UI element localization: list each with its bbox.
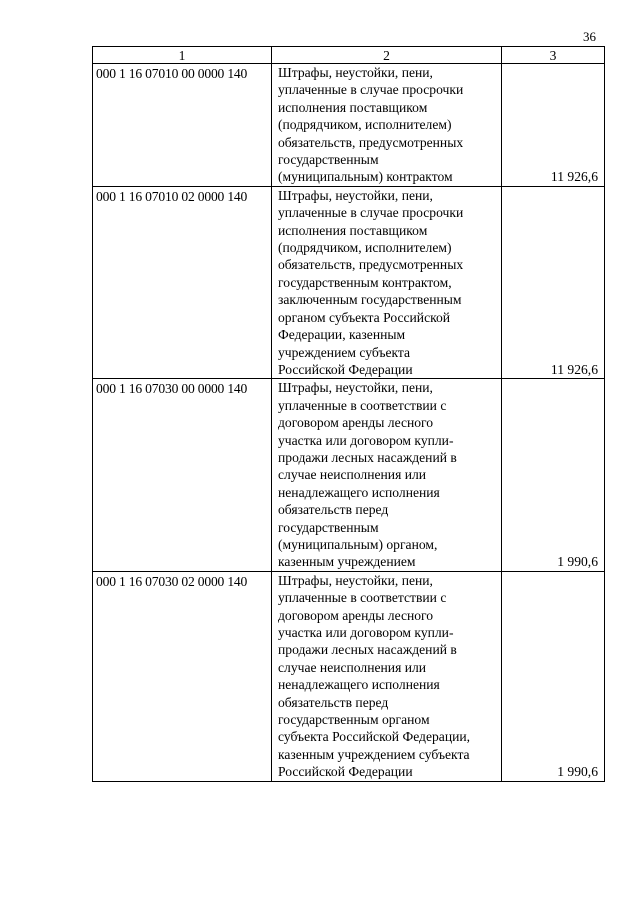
revenue-name-line: государственным <box>278 152 379 168</box>
budget-code-cell: 000 1 16 07030 00 0000 140 <box>93 379 272 571</box>
revenue-name-line: уплаченные в случае просрочки <box>278 205 464 221</box>
budget-code-cell: 000 1 16 07010 02 0000 140 <box>93 186 272 378</box>
revenue-name-line: исполнения поставщиком <box>278 99 428 115</box>
revenue-name-line: обязательств перед <box>278 694 389 710</box>
revenue-name-cell <box>272 571 502 781</box>
column-header-name: 2 <box>272 47 502 64</box>
revenue-name-line: продажи лесных насаждений в <box>278 642 457 658</box>
revenue-name-line: уплаченные в соответствии с <box>278 397 447 413</box>
revenue-name-line: Штрафы, неустойки, пени, <box>278 187 433 203</box>
budget-code-cell: 000 1 16 07010 00 0000 140 <box>93 64 272 187</box>
revenue-name-line: (подрядчиком, исполнителем) <box>278 117 452 133</box>
revenue-name-line: ненадлежащего исполнения <box>278 677 440 693</box>
amount-cell: 1 990,6 <box>502 379 605 571</box>
revenue-name-line: случае неисполнения или <box>278 659 427 675</box>
revenue-name-cell <box>272 186 502 378</box>
revenue-name-line: случае неисполнения или <box>278 467 427 483</box>
table-row <box>93 64 605 187</box>
revenue-name-line: участка или договором купли- <box>278 625 454 640</box>
revenue-name-line: государственным контрактом, <box>278 274 452 290</box>
revenue-name-line: государственным <box>278 519 379 535</box>
revenue-name-line: заключенным государственным <box>278 292 462 308</box>
column-header-amount: 3 <box>502 47 605 64</box>
revenue-name-line: ненадлежащего исполнения <box>278 484 440 500</box>
revenue-name-line: обязательств, предусмотренных <box>278 257 464 273</box>
revenue-name-line: Штрафы, неустойки, пени, <box>278 572 433 588</box>
table-row <box>93 186 605 378</box>
revenue-name-line: государственным органом <box>278 712 430 728</box>
revenue-name-line: обязательств, предусмотренных <box>278 134 464 150</box>
revenue-name-line: учреждением субъекта <box>278 344 411 360</box>
budget-code-cell: 000 1 16 07030 02 0000 140 <box>93 571 272 781</box>
revenue-name-line: (подрядчиком, исполнителем) <box>278 240 452 256</box>
revenue-name-line: уплаченные в случае просрочки <box>278 82 464 98</box>
revenue-name-line: Российской Федерации <box>278 361 413 377</box>
table-header-row <box>93 47 605 64</box>
revenue-name-cell <box>272 379 502 571</box>
revenue-name-line: Штрафы, неустойки, пени, <box>278 65 433 80</box>
amount-cell: 11 926,6 <box>502 64 605 187</box>
revenue-name-line: участка или договором купли- <box>278 432 454 448</box>
revenue-name-line: исполнения поставщиком <box>278 222 428 238</box>
amount-cell: 11 926,6 <box>502 186 605 378</box>
table-row <box>93 379 605 571</box>
revenue-name-line: казенным учреждением субъекта <box>278 746 470 762</box>
revenue-name-line: договором аренды лесного <box>278 607 434 623</box>
table-row <box>93 571 605 781</box>
page-number: 36 <box>583 29 596 44</box>
revenue-name-line: Штрафы, неустойки, пени, <box>278 380 433 396</box>
revenue-name-line: органом субъекта Российской <box>278 309 451 325</box>
revenue-name-line: Федерации, казенным <box>278 327 406 343</box>
revenue-name-line: казенным учреждением <box>278 554 416 570</box>
column-header-code: 1 <box>93 47 272 64</box>
revenue-name-line: договором аренды лесного <box>278 415 434 431</box>
table-body <box>93 64 605 782</box>
revenue-name-line: обязательств перед <box>278 502 389 518</box>
amount-cell: 1 990,6 <box>502 571 605 781</box>
revenue-name-line: (муниципальным) органом, <box>278 536 438 552</box>
revenue-name-cell <box>272 64 502 187</box>
revenue-name-line: продажи лесных насаждений в <box>278 449 457 465</box>
revenue-name-line: субъекта Российской Федерации, <box>278 729 471 745</box>
revenue-table <box>92 46 605 782</box>
revenue-name-line: Российской Федерации <box>278 764 413 780</box>
revenue-name-line: уплаченные в соответствии с <box>278 590 447 606</box>
revenue-name-line: (муниципальным) контрактом <box>278 169 453 185</box>
